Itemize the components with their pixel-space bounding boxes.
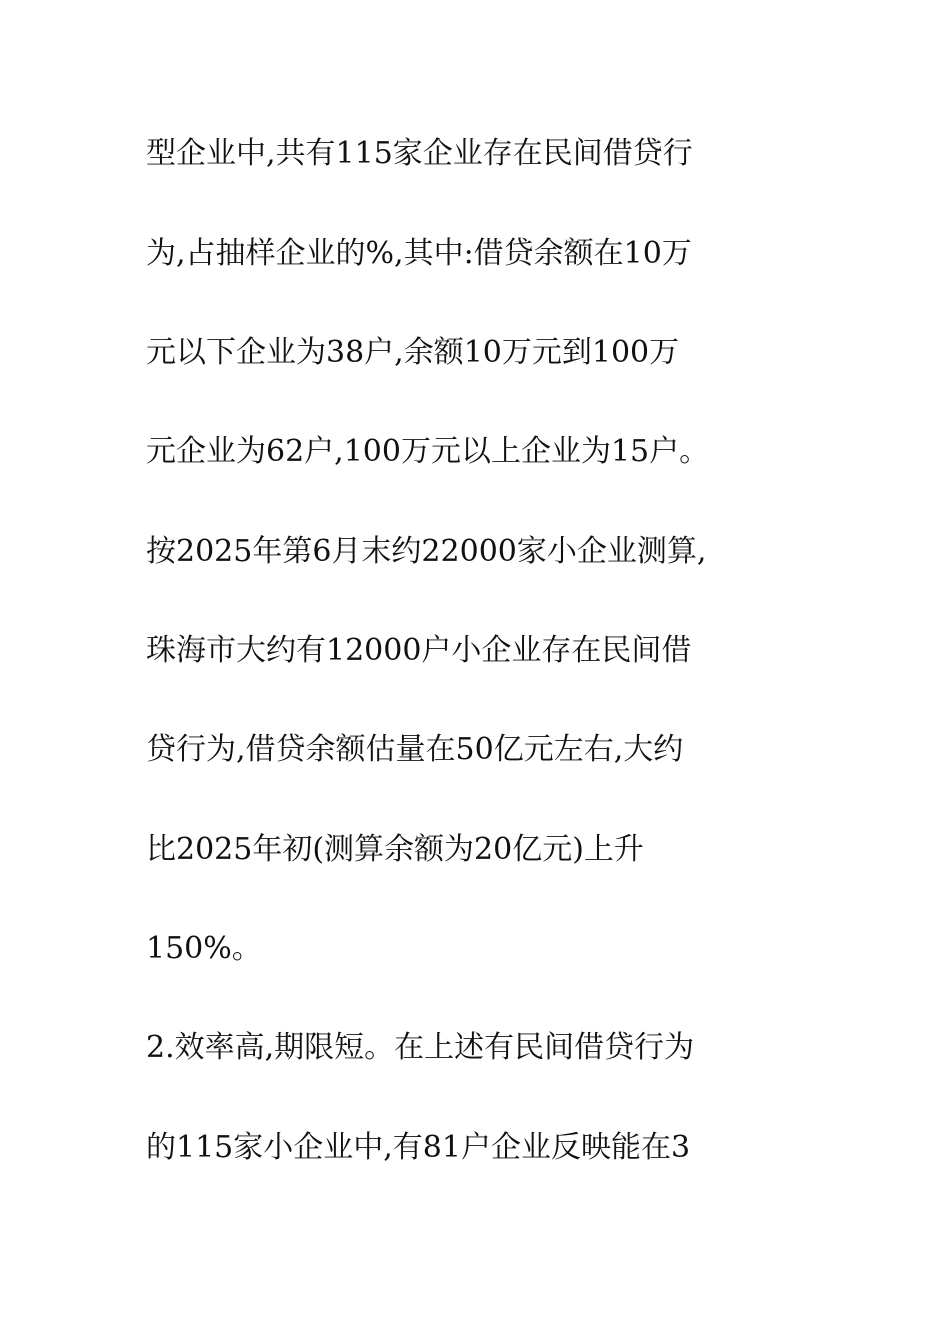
body-text-line: 型企业中,共有115家企业存在民间借贷行 bbox=[146, 136, 693, 171]
body-text-line: 2.效率高,期限短。在上述有民间借贷行为 bbox=[146, 1030, 695, 1065]
body-text-line: 珠海市大约有12000户小企业存在民间借 bbox=[146, 633, 692, 668]
body-text-line: 的115家小企业中,有81户企业反映能在3 bbox=[146, 1130, 691, 1165]
body-text-line: 贷行为,借贷余额估量在50亿元左右,大约 bbox=[146, 732, 684, 767]
body-text-line: 按2025年第6月末约22000家小企业测算, bbox=[146, 534, 707, 569]
body-text-line: 150%。 bbox=[146, 931, 262, 966]
body-text-line: 比2025年初(测算余额为20亿元)上升 bbox=[146, 832, 644, 867]
body-text-line: 为,占抽样企业的%,其中:借贷余额在10万 bbox=[146, 236, 692, 271]
body-text-line: 元企业为62户,100万元以上企业为15户。 bbox=[146, 434, 710, 469]
body-text-line: 元以下企业为38户,余额10万元到100万 bbox=[146, 335, 680, 370]
